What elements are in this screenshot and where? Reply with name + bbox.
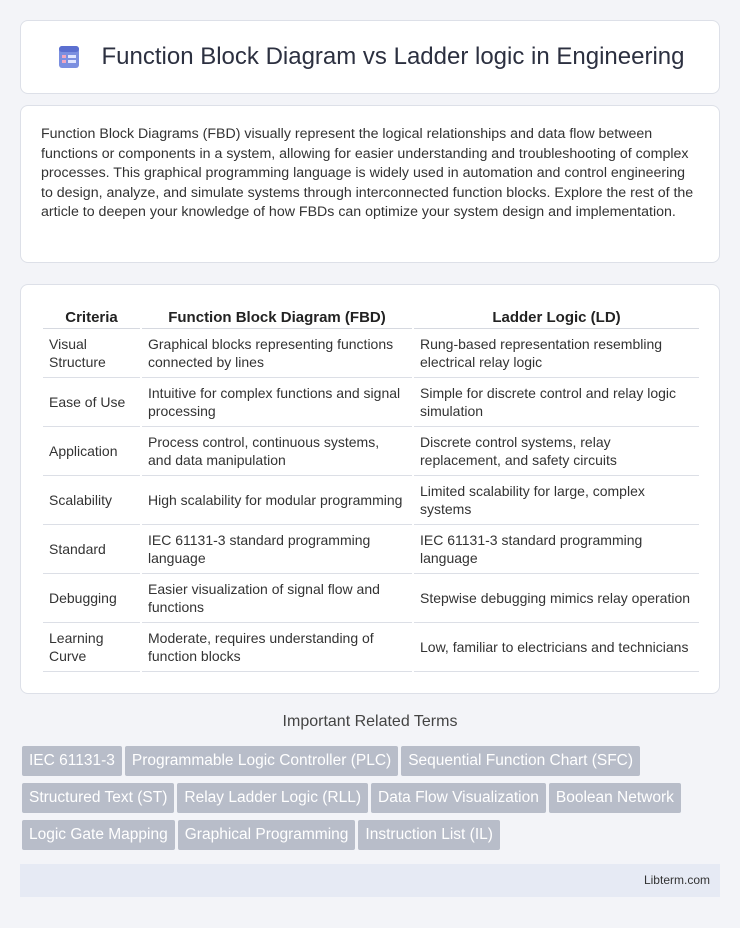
comparison-table <box>41 303 701 672</box>
criteria-cell: Ease of Use <box>43 378 140 427</box>
footer-site-link[interactable]: Libterm.com <box>643 873 710 887</box>
fbd-cell: Moderate, requires understanding of function blocks <box>142 623 412 672</box>
fbd-cell: Easier visualization of signal flow and functions <box>142 574 412 623</box>
related-term-tag[interactable]: Boolean Network <box>549 783 681 813</box>
criteria-cell: Application <box>43 427 140 476</box>
related-term-tag[interactable]: Structured Text (ST) <box>22 783 174 813</box>
ld-cell: Low, familiar to electricians and technicians <box>414 623 699 672</box>
ld-cell: Discrete control systems, relay replacement, and safety circuits <box>414 427 699 476</box>
criteria-cell: Scalability <box>43 476 140 525</box>
criteria-cell: Visual Structure <box>43 329 140 378</box>
table-row <box>43 525 699 574</box>
table-header-row <box>43 303 699 329</box>
fbd-cell: High scalability for modular programming <box>142 476 412 525</box>
footer <box>20 864 720 897</box>
ld-cell: Limited scalability for large, complex systems <box>414 476 699 525</box>
table-row <box>43 427 699 476</box>
related-terms-list <box>22 746 722 857</box>
intro-card <box>20 105 720 263</box>
ld-cell: Rung-based representation resembling electrical relay logic <box>414 329 699 378</box>
fbd-cell: IEC 61131-3 standard programming language <box>142 525 412 574</box>
document-list-icon <box>56 44 82 70</box>
related-term-tag[interactable]: Instruction List (IL) <box>358 820 500 850</box>
criteria-cell: Learning Curve <box>43 623 140 672</box>
ld-cell: IEC 61131-3 standard programming language <box>414 525 699 574</box>
fbd-cell: Process control, continuous systems, and data manipulation <box>142 427 412 476</box>
related-term-tag[interactable]: IEC 61131-3 <box>22 746 122 776</box>
related-term-tag[interactable]: Logic Gate Mapping <box>22 820 175 850</box>
table-row <box>43 329 699 378</box>
table-row <box>43 476 699 525</box>
related-term-tag[interactable]: Data Flow Visualization <box>371 783 546 813</box>
fbd-cell: Intuitive for complex functions and signal processing <box>142 378 412 427</box>
related-terms-title: Important Related Terms <box>282 713 458 730</box>
table-row <box>43 574 699 623</box>
criteria-cell: Debugging <box>43 574 140 623</box>
criteria-cell: Standard <box>43 525 140 574</box>
related-term-tag[interactable]: Graphical Programming <box>178 820 356 850</box>
header-card <box>20 20 720 94</box>
comparison-table-card <box>20 284 720 694</box>
ld-cell: Simple for discrete control and relay logic simulation <box>414 378 699 427</box>
column-header: Function Block Diagram (FBD) <box>142 303 412 329</box>
related-term-tag[interactable]: Sequential Function Chart (SFC) <box>401 746 640 776</box>
intro-paragraph: Function Block Diagrams (FBD) visually represent the logical relationships and data flow between functions or components in a system, allowing for easier understanding and troubleshooting of complex processes. This graphical programming language is widely used in automation and control engineering to design, analyze, and simulate systems through interconnected function blocks. Explore the rest of the article to deepen your knowledge of how FBDs can optimize your system design and implementation. <box>41 126 694 220</box>
column-header: Criteria <box>43 303 140 329</box>
page-title: Function Block Diagram vs Ladder logic in Engineering <box>101 43 685 70</box>
fbd-cell: Graphical blocks representing functions connected by lines <box>142 329 412 378</box>
table-row <box>43 623 699 672</box>
column-header: Ladder Logic (LD) <box>414 303 699 329</box>
ld-cell: Stepwise debugging mimics relay operation <box>414 574 699 623</box>
related-term-tag[interactable]: Relay Ladder Logic (RLL) <box>177 783 368 813</box>
related-term-tag[interactable]: Programmable Logic Controller (PLC) <box>125 746 398 776</box>
table-row <box>43 378 699 427</box>
